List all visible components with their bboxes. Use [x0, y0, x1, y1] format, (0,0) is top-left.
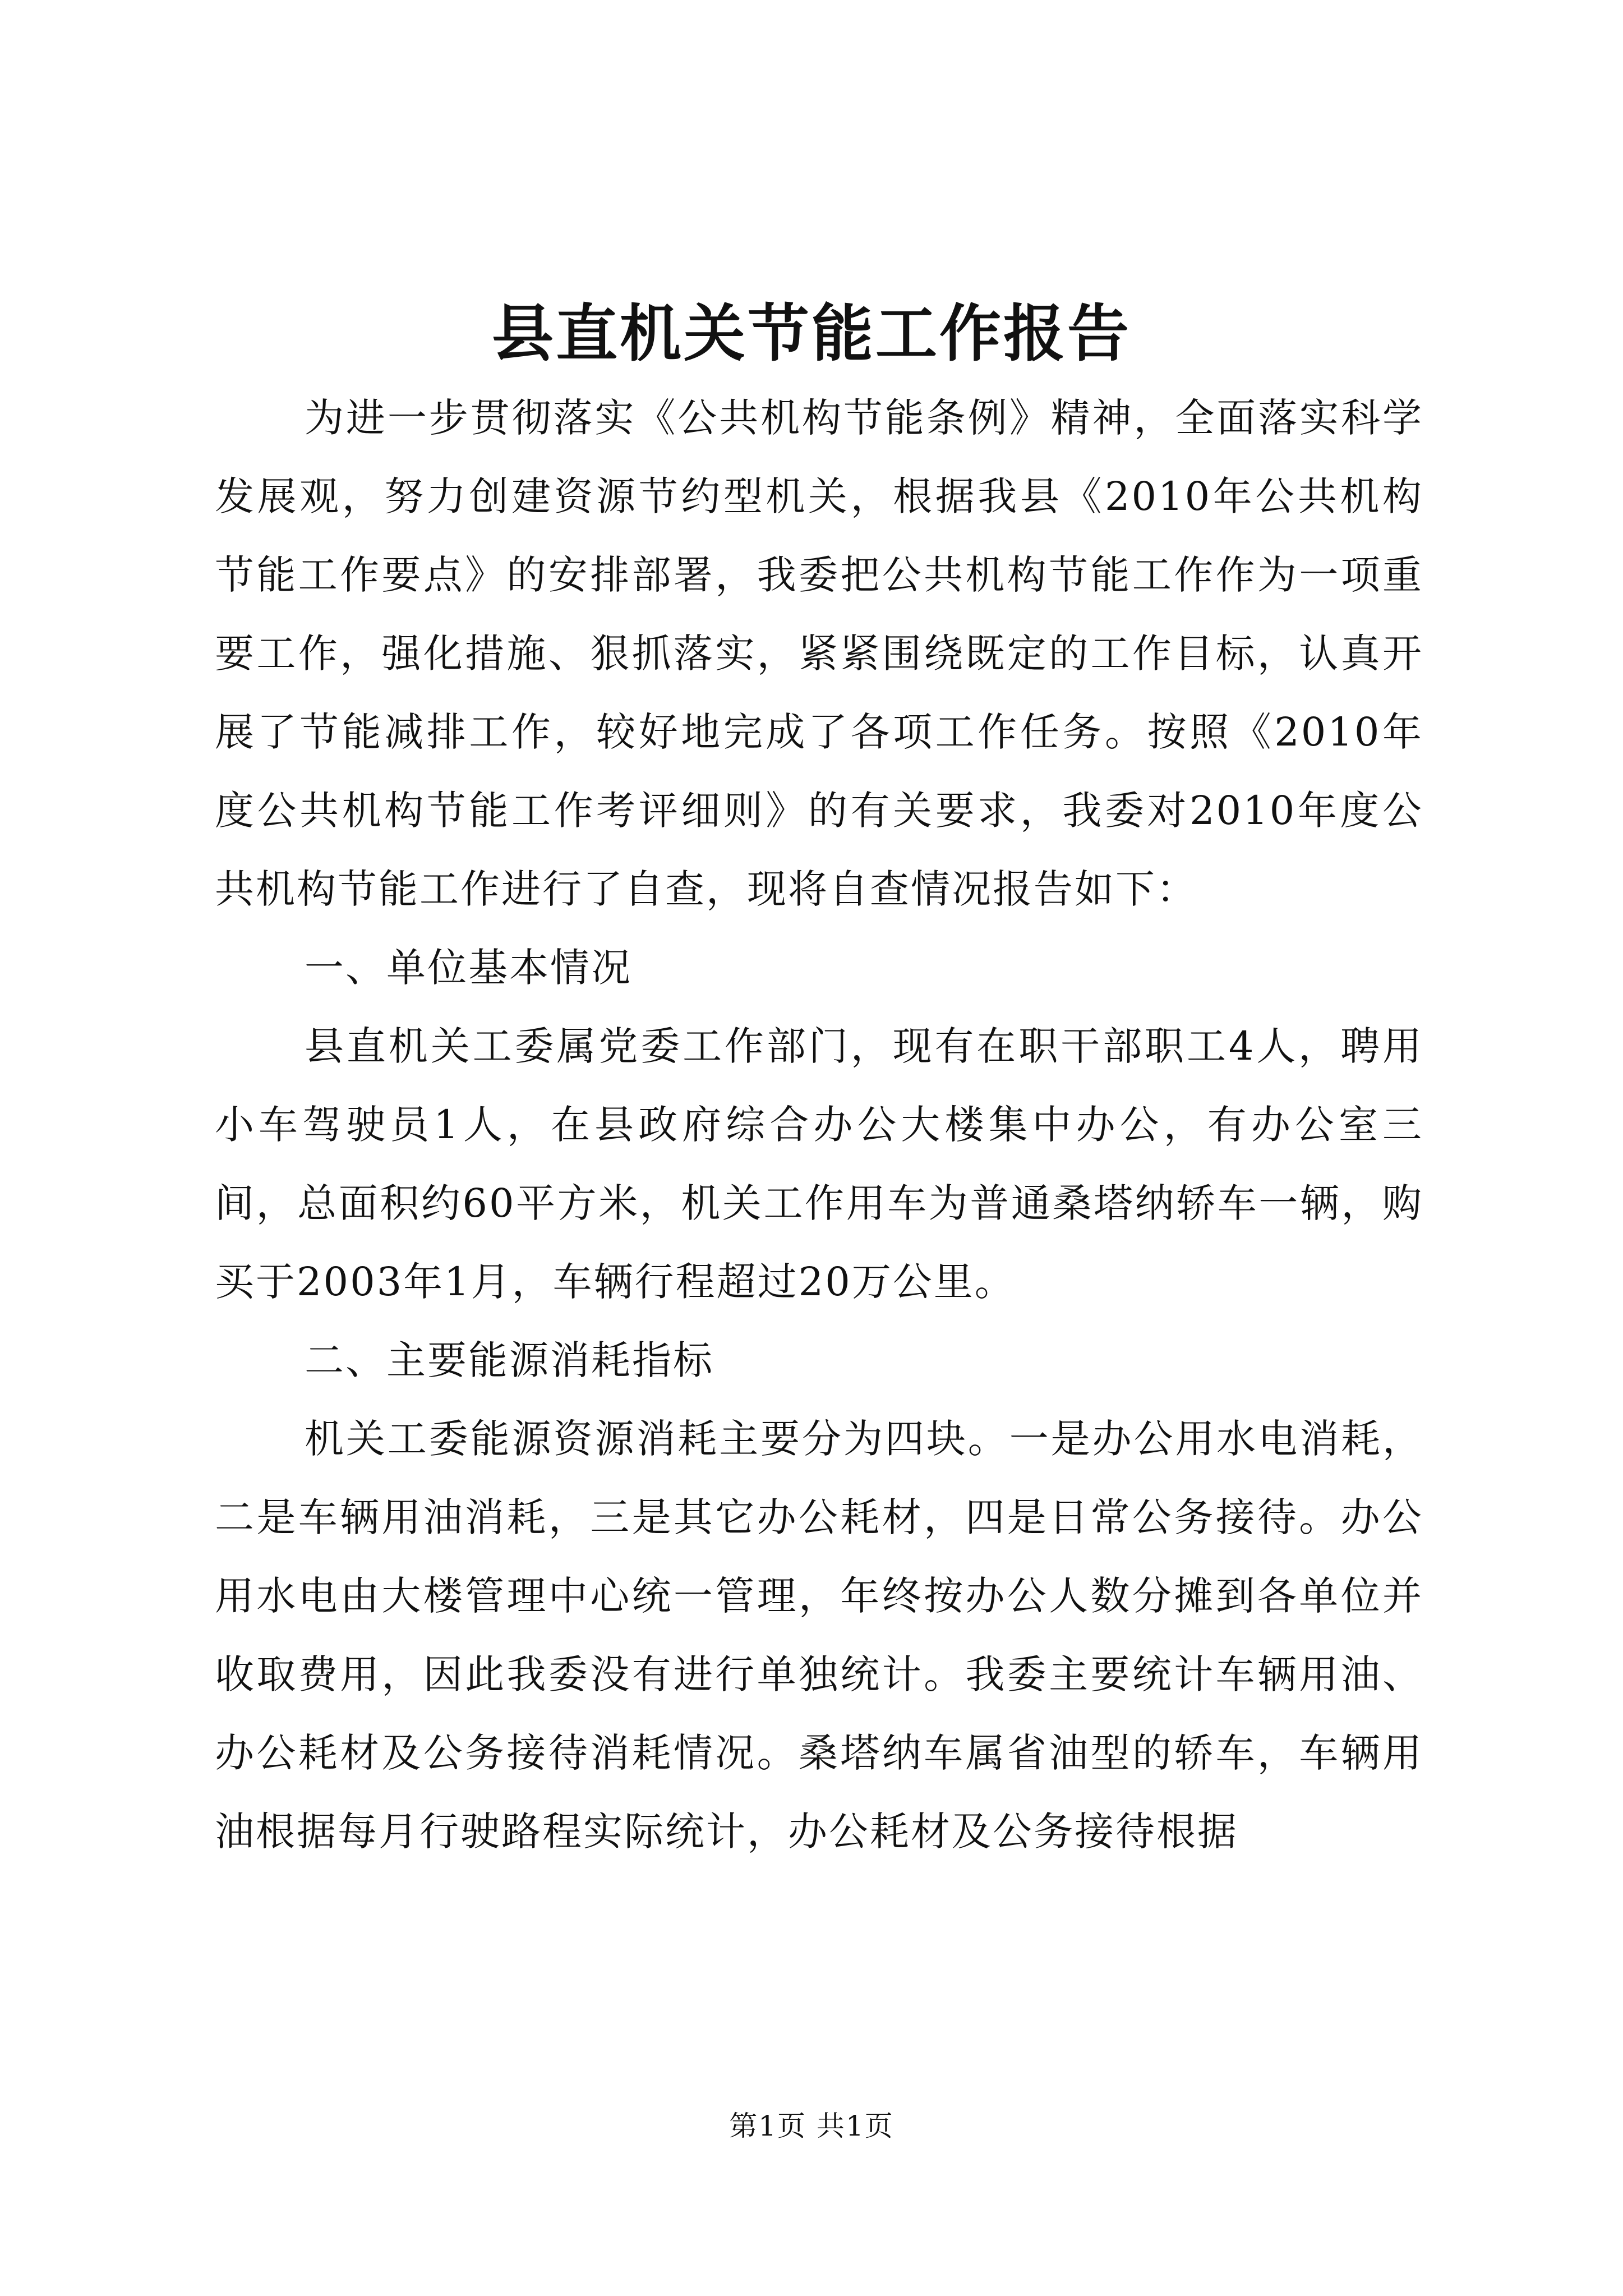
- page-footer: 第1页 共1页: [729, 2110, 894, 2142]
- section-heading-energy-indicators: 二、主要能源消耗指标: [305, 1337, 714, 1383]
- document-body: [215, 379, 1423, 1871]
- intro-paragraph: 为进一步贯彻落实《公共机构节能条例》精神，全面落实科学发展观，努力创建资源节约型机关，根据我县《2010年公共机构节能工作要点》的安排部署，我委把公共机构节能工作作为一项重要工作，强化措施、狠抓落实，紧紧围绕既定的工作目标，认真开展了节能减排工作，较好地完成了各项工作任务。按照《2010年度公共机构节能工作考评细则》的有关要求，我委对2010年度公共机构节能工作进行了自查，现将自查情况报告如下：: [215, 395, 1423, 912]
- basic-info-paragraph: 县直机关工委属党委工作部门，现有在职干部职工4人，聘用小车驾驶员1人，在县政府综合办公大楼集中办公，有办公室三间，总面积约60平方米，机关工作用车为普通桑塔纳轿车一辆，购买于2003年1月，车辆行程超过20万公里。: [215, 1023, 1423, 1305]
- energy-indicators-paragraph: 机关工委能源资源消耗主要分为四块。一是办公用水电消耗，二是车辆用油消耗，三是其它办公耗材，四是日常公务接待。办公用水电由大楼管理中心统一管理，年终按办公人数分摊到各单位并收取费用，因此我委没有进行单独统计。我委主要统计车辆用油、办公耗材及公务接待消耗情况。桑塔纳车属省油型的轿车，车辆用油根据每月行驶路程实际统计，办公耗材及公务接待根据: [215, 1416, 1423, 1855]
- document-title: 县直机关节能工作报告: [492, 297, 1131, 370]
- section-heading-basic-info: 一、单位基本情况: [305, 945, 632, 991]
